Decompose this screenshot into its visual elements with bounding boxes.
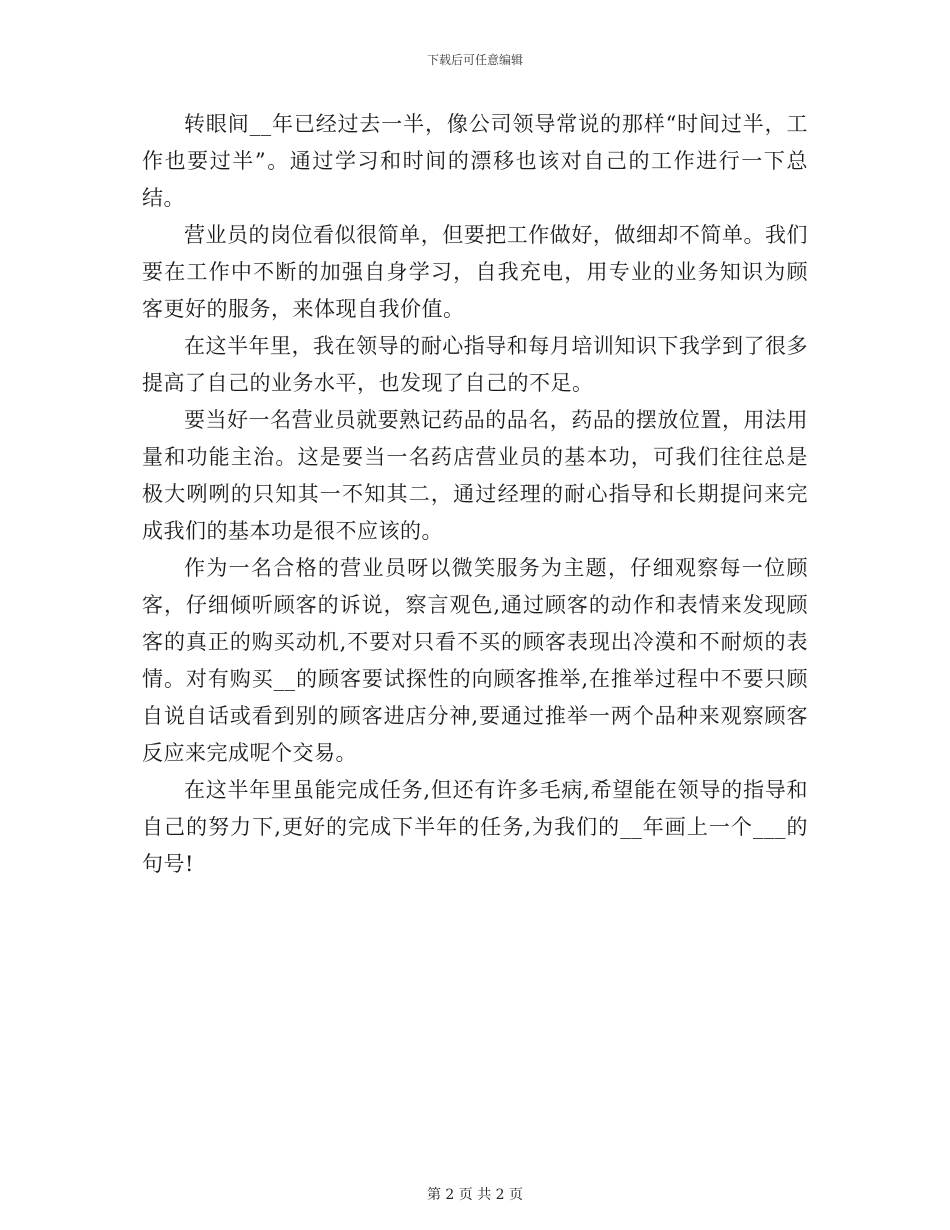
paragraph-1: 转眼间__年已经过去一半，像公司领导常说的那样“时间过半，工作也要过半”。通过学习和时间的漂移也该对自己的工作进行一下总结。 (142, 112, 808, 210)
paragraph-4: 要当好一名营业员就要熟记药品的品名，药品的摆放位置，用法用量和功能主治。这是要当一名药店营业员的基本功，可我们往往总是极大咧咧的只知其一不知其二，通过经理的耐心指导和长期提问来完成我们的基本功是很不应该的。 (142, 408, 808, 543)
paragraph-6: 在这半年里虽能完成任务,但还有许多毛病,希望能在领导的指导和自己的努力下,更好的完成下半年的任务,为我们的__年画上一个___的句号! (142, 778, 808, 876)
paragraph-2: 营业员的岗位看似很简单，但要把工作做好，做细却不简单。我们要在工作中不断的加强自身学习，自我充电，用专业的业务知识为顾客更好的服务，来体现自我价值。 (142, 223, 808, 321)
paragraph-5: 作为一名合格的营业员呀以微笑服务为主题，仔细观察每一位顾客，仔细倾听顾客的诉说，察言观色,通过顾客的动作和表情来发现顾客的真正的购买动机,不要对只看不买的顾客表现出冷漠和不耐烦的表情。对有购买__的顾客要试探性的向顾客推举,在推举过程中不要只顾自说自话或看到别的顾客进店分神,要通过推举一两个品种来观察顾客反应来完成呢个交易。 (142, 556, 808, 765)
document-body (142, 106, 808, 883)
page-footer: 第 2 页 共 2 页 (426, 1187, 524, 1203)
page-header: 下载后可任意编辑 (426, 53, 523, 67)
paragraph-3: 在这半年里，我在领导的耐心指导和每月培训知识下我学到了很多提高了自己的业务水平，也发现了自己的不足。 (142, 334, 808, 395)
